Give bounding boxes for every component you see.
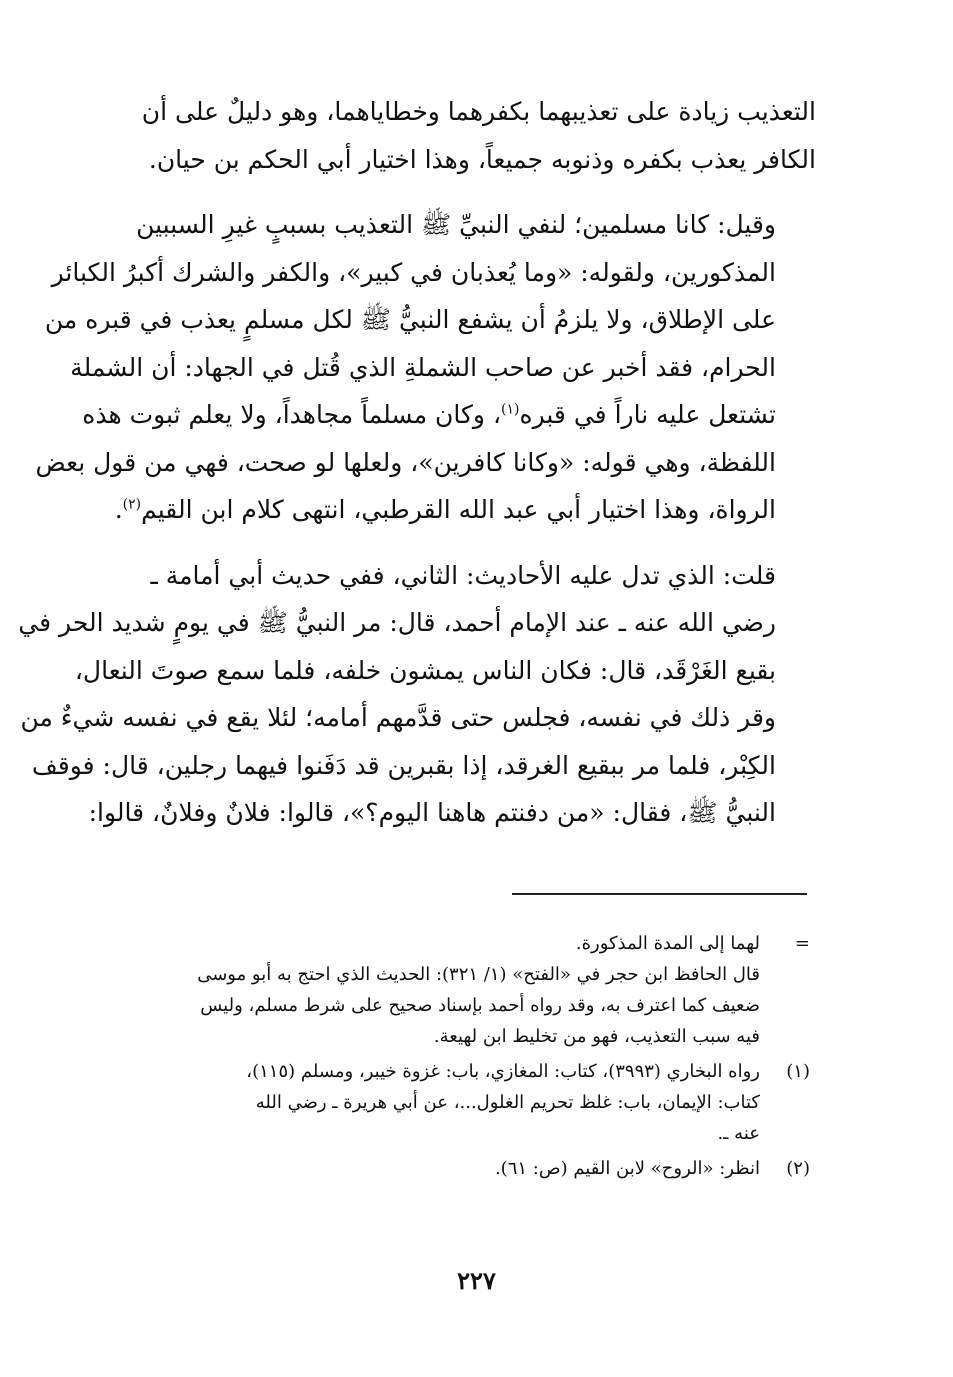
paragraph xyxy=(92,88,816,183)
footnote xyxy=(95,1153,810,1184)
main-text xyxy=(18,88,816,855)
text-line: النبيُّ ﷺ، فقال: «من دفنتم هاهنا اليوم؟»، قالوا: فلانٌ وفلانٌ، قالوا: xyxy=(88,798,776,827)
footnote-body xyxy=(95,1153,760,1184)
footnote-line: انظر: «الروح» لابن القيم (ص: ٦١). xyxy=(494,1158,760,1179)
footnote-number: = xyxy=(794,933,810,954)
text-fragment: تشتعل عليه ناراً في قبره xyxy=(519,400,776,429)
footnote-body xyxy=(95,1056,760,1149)
footnotes xyxy=(95,928,810,1188)
text-line: رضي الله عنه ـ عند الإمام أحمد، قال: مر النبيُّ ﷺ في يومٍ شديد الحر في xyxy=(18,608,776,637)
text-line: على الإطلاق، ولا يلزمُ أن يشفع النبيُّ ﷺ لكل مسلمٍ يعذب في قبره من xyxy=(44,305,776,334)
text-line: التعذيب زيادة على تعذيبهما بكفرهما وخطاياهما، وهو دليلٌ على أن xyxy=(141,97,816,126)
paragraph xyxy=(18,552,816,837)
text-fragment: ، وكان مسلماً مجاهداً، ولا يعلم ثبوت هذه xyxy=(82,400,502,429)
text-line: الحرام، فقد أخبر عن صاحب الشملةِ الذي قُتل في الجهاد: أن الشملة xyxy=(70,352,776,382)
footnote-number: (١) xyxy=(786,1061,810,1082)
page-number: ٢٢٧ xyxy=(457,1266,496,1295)
paragraph xyxy=(35,201,816,534)
text-line: قلت: الذي تدل عليه الأحاديث: الثاني، ففي حديث أبي أمامة ـ xyxy=(150,560,776,590)
footnote-ref: (٢) xyxy=(122,496,142,513)
footnote-line: رواه البخاري (٣٩٩٣)، كتاب: المغازي، باب: غزوة خيبر، ومسلم (١١٥)، xyxy=(246,1061,760,1082)
text-line: وقيل: كانا مسلمين؛ لنفي النبيِّ ﷺ التعذيب بسببٍ غيرِ السببين xyxy=(136,210,776,239)
text-line: المذكورين، ولقوله: «وما يُعذبان في كبير»، والكفر والشرك أكبرُ الكبائر xyxy=(51,257,776,287)
footnote-line: ضعيف كما اعترف به، وقد رواه أحمد بإسناد صحيح على شرط مسلم، وليس xyxy=(200,995,760,1016)
footnote-divider xyxy=(512,893,807,895)
footnote xyxy=(95,928,810,1052)
footnote-line: قال الحافظ ابن حجر في «الفتح» (١/ ٣٢١): الحديث الذي احتج به أبو موسى xyxy=(197,964,760,985)
text-line xyxy=(82,391,816,439)
footnote-number: (٢) xyxy=(786,1158,810,1179)
text-fragment: . xyxy=(114,495,123,524)
footnote-line: لهما إلى المدة المذكورة. xyxy=(575,933,760,954)
footnote-line: فيه سبب التعذيب، فهو من تخليط ابن لهيعة. xyxy=(433,1026,760,1047)
text-fragment: الرواة، وهذا اختيار أبي عبد الله القرطبي، انتهى كلام ابن القيم xyxy=(141,495,776,524)
text-line: اللفظة، وهي قوله: «وكانا كافرين»، ولعلها لو صحت، فهي من قول بعض xyxy=(35,447,776,477)
footnote-ref: (١) xyxy=(501,401,520,418)
text-line: الكافر يعذب بكفره وذنوبه جميعاً، وهذا اختيار أبي الحكم بن حيان. xyxy=(148,144,816,174)
text-line: الكِبْر، فلما مر ببقيع الغرقد، إذا بقبرين قد دَفَنوا فيهما رجلين، قال: فوقف xyxy=(31,750,776,780)
text-line: وقر ذلك في نفسه، فجلس حتى قدَّمهم أمامه؛ لئلا يقع في نفسه شيءٌ من xyxy=(20,703,776,732)
footnote xyxy=(95,1056,810,1149)
footnote-body xyxy=(95,928,760,1052)
footnote-line: عنه ـ. xyxy=(717,1123,760,1144)
footnote-line: كتاب: الإيمان، باب: غلظ تحريم الغلول...، عن أبي هريرة ـ رضي الله xyxy=(255,1092,760,1113)
text-line xyxy=(92,486,816,534)
text-line: بقيع الغَرْقَد، قال: فكان الناس يمشون خلفه، فلما سمع صوتَ النعال، xyxy=(74,655,776,685)
